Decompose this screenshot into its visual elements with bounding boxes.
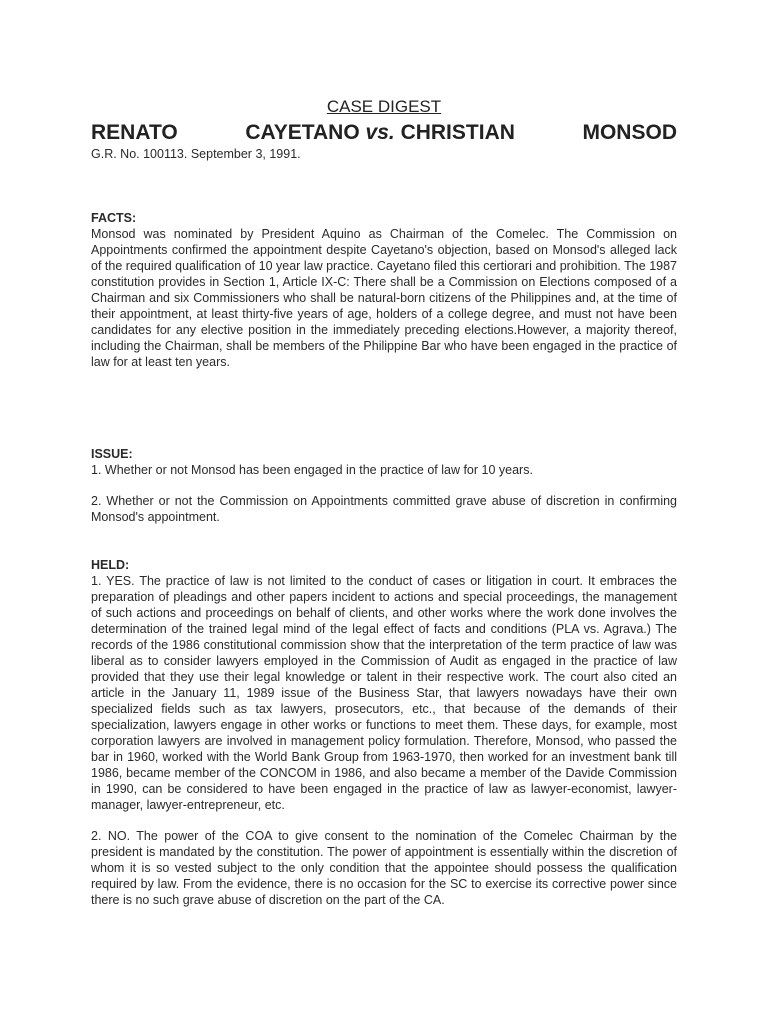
held-heading: HELD: — [91, 558, 130, 572]
respondent-last-name: MONSOD — [582, 121, 677, 144]
held-item-1: 1. YES. The practice of law is not limited to the conduct of cases or litigation in court. It embraces the preparation of pleadings and other papers incident to actions and special proceedings, the management of such actions and proceedings on behalf of clients, and other works where the work done involves the determination of the trained legal mind of the legal effect of facts and conditions (PLA vs. Agrava.) The records of the 1986 constitutional commission show that the interpretation of the term practice of law was liberal as to consider lawyers employed in the Commission of Audit as engaged in the practice of law provided that they use their legal knowledge or talent in their respective work. The court also cited an article in the January 11, 1989 issue of the Business Star, that lawyers nowadays have their own specialized fields such as tax lawyers, prosecutors, etc., that because of the demands of their specialization, lawyers engage in other works or functions to meet them. These days, for example, most corporation lawyers are involved in management policy formulation. Therefore, Monsod, who passed the bar in 1960, worked with the World Bank Group from 1963-1970, then worked for an investment bank till 1986, became member of the CONCOM in 1986, and also became a member of the Davide Commission in 1990, can be considered to have been engaged in the practice of law as lawyer-economist, lawyer-manager, lawyer-entrepreneur, etc. — [91, 574, 677, 812]
title-middle — [245, 120, 515, 146]
versus-label: vs. — [365, 121, 395, 144]
held-item-2: 2. NO. The power of the COA to give consent to the nomination of the Comelec Chairman by the president is mandated by the constitution. The power of appointment is essentially within the discretion of whom it is so vested subject to the only condition that the appointee should possess the qualification required by law. From the evidence, there is no occasion for the SC to exercise its corrective power since there is no such grave abuse of discretion on the part of the CA. — [91, 829, 677, 907]
case-reference: G.R. No. 100113. September 3, 1991. — [91, 147, 301, 161]
document-heading: CASE DIGEST — [326, 97, 442, 116]
petitioner-last-name: CAYETANO — [245, 121, 360, 144]
respondent-first-name: CHRISTIAN — [400, 121, 515, 144]
facts-paragraph: Monsod was nominated by President Aquino as Chairman of the Comelec. The Commission on Appointments confirmed the appointment despite Cayetano's objection, based on Monsod's alleged lack of the required qualification of 10 year law practice. Cayetano filed this certiorari and prohibition. The 1987 constitution provides in Section 1, Article IX-C: There shall be a Commission on Elections composed of a Chairman and six Commissioners who shall be natural-born citizens of the Philippines and, at the time of their appointment, at least thirty-five years of age, holders of a college degree, and must not have been candidates for any elective position in the immediately preceding elections.However, a majority thereof, including the Chairman, shall be members of the Philippine Bar who have been engaged in the practice of law for at least ten years. — [91, 227, 677, 369]
petitioner-first-name: RENATO — [91, 121, 178, 144]
issue-item-1: 1. Whether or not Monsod has been engaged in the practice of law for 10 years. — [91, 463, 533, 477]
issue-heading: ISSUE: — [91, 447, 133, 461]
facts-heading: FACTS: — [91, 211, 137, 225]
case-title — [91, 120, 677, 146]
issue-item-2: 2. Whether or not the Commission on Appointments committed grave abuse of discretion in confirming Monsod's appointment. — [91, 494, 677, 524]
document-page — [91, 96, 677, 908]
